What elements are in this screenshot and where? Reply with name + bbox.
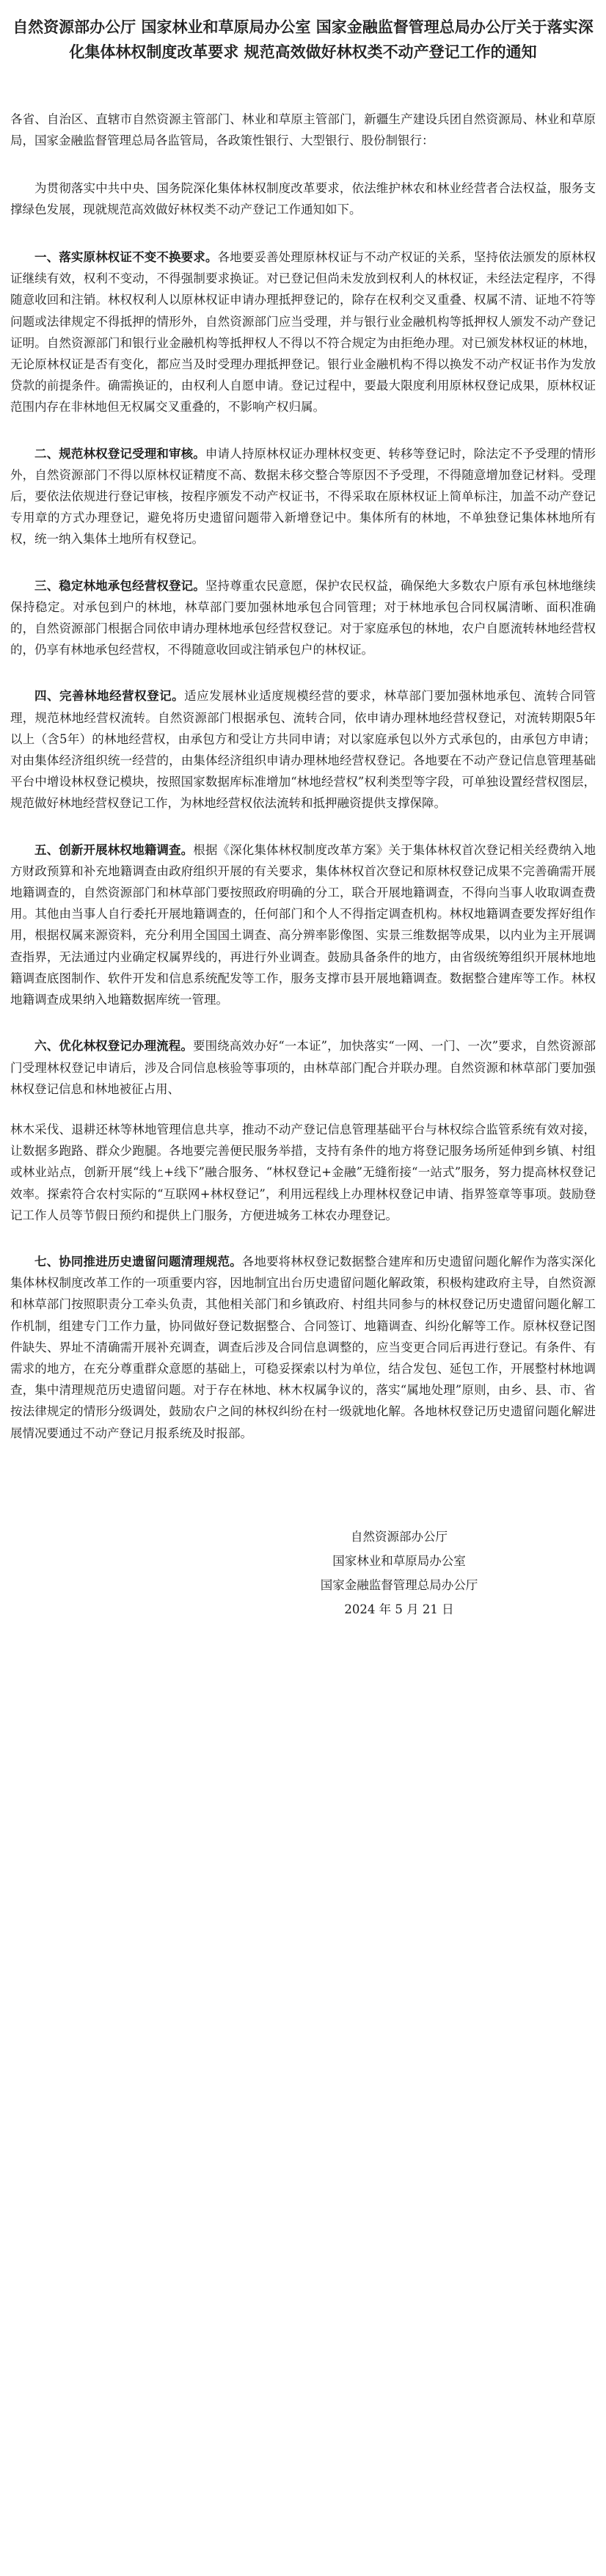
section-heading: 六、优化林权登记办理流程。 — [34, 1039, 193, 1054]
signature-block — [10, 1525, 606, 1621]
section-body: 坚持尊重农民意愿，保护农民权益，确保绝大多数农户原有承包林地继续保持稳定。对承包到户的林地，林草部门要加强林地承包合同管理；对于林地承包合同权属清晰、面积准确的，自然资源部门根据合同依申请办理林地承包经营权登记。对于家庭承包的林地，农户自愿流转林地经营权的，仍享有林地承包经营权，不得随意收回或注销承包户的林权证。 — [10, 578, 596, 657]
section-4 — [10, 685, 596, 814]
section-6 — [10, 1035, 596, 1226]
signature-org: 国家林业和草原局办公室 — [332, 1553, 466, 1568]
intro-paragraph: 为贯彻落实中共中央、国务院深化集体林权制度改革要求，依法维护林农和林业经营者合法权益，服务支撑绿色发展，现就规范高效做好林权类不动产登记工作通知如下。 — [10, 181, 596, 216]
section-body: 各地要将林权登记数据整合建库和历史遗留问题化解作为落实深化集体林权制度改革工作的一项重要内容，因地制宜出台历史遗留问题化解政策，积极构建政府主导，自然资源和林草部门按照职责分工牵头负责，其他相关部门和乡镇政府、村组共同参与的林权登记历史遗留问题化解工作机制，组建专门工作力量，协同做好登记数据整合、合同签订、地籍调查、纠纷化解等工作。原林权登记图件缺失、界址不清确需开展补充调查，调查后涉及合同信息调整的，应当变更合同后再进行登记。有条件、有需求的地方，在充分尊重群众意愿的基础上，可稳妥探索以村为单位，结合发包、延包工作，开展整村林地调查，集中清理规范历史遗留问题。对于存在林地、林木权属争议的，落实“属地处理”原则，由乡、县、市、省按法律规定的情形分级调处，鼓励农户之间的林权纠纷在村一级就地化解。各地林权登记历史遗留问题化解进展情况要通过不动产登记月报系统及时报部。 — [10, 1254, 596, 1440]
section-heading: 一、落实原林权证不变不换要求。 — [34, 250, 218, 264]
recipients: 各省、自治区、直辖市自然资源主管部门、林业和草原主管部门，新疆生产建设兵团自然资源局、林业和草原局，国家金融监督管理总局各监管局，各政策性银行、大型银行、股份制银行： — [10, 112, 596, 147]
section-body-continued: 林木采伐、退耕还林等林地管理信息共享，推动不动产登记信息管理基础平台与林权综合监管系统有效对接，让数据多跑路、群众少跑腿。各地要完善便民服务举措，支持有条件的地方将登记服务场所延伸到乡镇、村组或林业站点，创新开展“线上+线下”融合服务、“林权登记+金融”无缝衔接“一站式”服务，努力提高林权登记效率。探索符合农村实际的“互联网+林权登记”，利用远程线上办理林权登记申请、指界签章等事项。鼓励登记工作人员等节假日预约和提供上门服务，方便进城务工林农办理登记。 — [10, 1122, 596, 1222]
section-heading: 七、协同推进历史遗留问题清理规范。 — [34, 1254, 242, 1269]
section-body: 要围绕高效办好“一本证”，加快落实“一网、一门、一次”要求，自然资源部门受理林权登记申请后，涉及合同信息核验等事项的，由林草部门配合并联办理。自然资源和林草部门要加强林权登记信息和林地被征占用、 — [10, 1039, 596, 1096]
section-7 — [10, 1251, 596, 1444]
section-heading: 四、完善林地经营权登记。 — [34, 689, 185, 704]
section-5 — [10, 839, 596, 1011]
signature-org: 国家金融监督管理总局办公厅 — [320, 1577, 478, 1592]
section-3 — [10, 575, 596, 661]
document-title: 自然资源部办公厅 国家林业和草原局办公室 国家金融监督管理总局办公厅关于落实深化集体林权制度改革要求 规范高效做好林权类不动产登记工作的通知 — [12, 18, 594, 61]
section-heading: 二、规范林权登记受理和审核。 — [34, 446, 205, 461]
section-body: 各地要妥善处理原林权证与不动产权证的关系，坚持依法颁发的原林权证继续有效，权利不变动，不得强制要求换证。对已登记但尚未发放到权利人的林权证，未经法定程序，不得随意收回和注销。林权权利人以原林权证申请办理抵押登记的，除存在权利交叉重叠、权属不清、证地不符等问题或法律规定不得抵押的情形外，自然资源部门应当受理，并与银行业金融机构等抵押权人颁发不动产登记证明。自然资源部门和银行业金融机构等抵押权人不得以不符合规定为由拒绝办理。对已颁发林权证的林地，无论原林权证是否有变化，都应当及时受理办理抵押登记。银行业金融机构不得以换发不动产权证书作为发放贷款的前提条件。确需换证的，由权利人自愿申请。登记过程中，要最大限度利用原林权登记成果，原林权证范围内存在非林地但无权属交叉重叠的，不影响产权归属。 — [10, 250, 596, 415]
section-body: 适应发展林业适度规模经营的要求，林草部门要加强林地承包、流转合同管理，规范林地经营权流转。自然资源部门根据承包、流转合同，依申请办理林地经营权登记，对流转期限5年以上（含5年）的林地经营权，由承包方和受让方共同申请；对以家庭承包以外方式承包的，由承包方申请；对由集体经济组织统一经营的，由集体经济组织申请办理林地经营权登记。各地要在不动产登记信息管理基础平台中增设林权登记模块，按照国家数据库标准增加“林地经营权”权利类型等字段，可单独设置经营权图层，规范做好林地经营权登记工作，为林地经营权依法流转和抵押融资提供支撑保障。 — [10, 689, 596, 811]
section-heading: 三、稳定林地承包经营权登记。 — [34, 578, 205, 593]
section-heading: 五、创新开展林权地籍调查。 — [34, 842, 194, 857]
section-1 — [10, 247, 596, 418]
signature-date: 2024 年 5 月 21 日 — [344, 1602, 454, 1616]
section-body: 申请人持原林权证办理林权变更、转移等登记时，除法定不予受理的情形外，自然资源部门不得以原林权证精度不高、数据未移交整合等原因不予受理，不得随意增加登记材料。受理后，要依法依规进行登记审核，按程序颁发不动产权证书，不得采取在原林权证上简单标注，加盖不动产登记专用章的方式办理登记，避免将历史遗留问题带入新增登记中。集体所有的林地，不单独登记集体林地所有权，统一纳入集体土地所有权登记。 — [10, 446, 596, 547]
signature-org: 自然资源部办公厅 — [351, 1529, 448, 1544]
section-body: 根据《深化集体林权制度改革方案》关于集体林权首次登记相关经费纳入地方财政预算和补充地籍调查由政府组织开展的有关要求，集体林权首次登记和原林权登记成果不完善确需开展地籍调查的，自然资源部门和林草部门要按照政府明确的分工，联合开展地籍调查，不得向当事人收取调查费用。其他由当事人自行委托开展地籍调查的，任何部门和个人不得指定调查机构。林权地籍调查要发挥好组作用，根据权属来源资料，充分利用全国国土调查、高分辨率影像图、实景三维数据等成果，以内业为主开展调查指界，无法通过内业确定权属界线的，再进行外业调查。鼓励具备条件的地方，由省级统筹组织开展林地地籍调查底图制作、软件开发和信息系统配发等工作，服务支撑市县开展地籍调查。数据整合建库等工作。林权地籍调查成果纳入地籍数据库统一管理。 — [10, 842, 596, 1007]
section-2 — [10, 443, 596, 550]
